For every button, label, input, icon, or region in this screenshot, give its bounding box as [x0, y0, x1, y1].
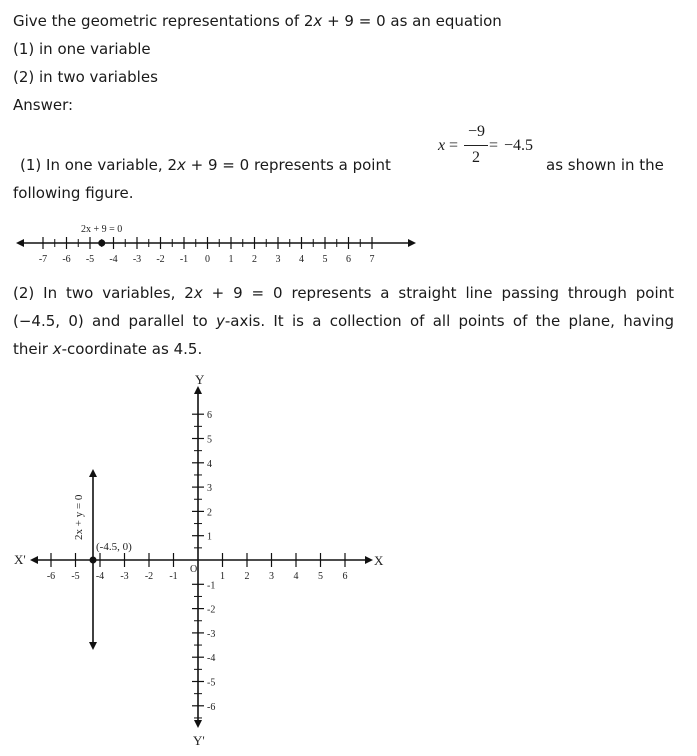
number-line-label: 2x + 9 = 0 — [81, 224, 123, 235]
number-line-tick-label: -4 — [109, 254, 118, 265]
option-one-variable: (1) in one variable — [13, 40, 151, 58]
number-line-tick-label: -6 — [62, 254, 71, 265]
graph-point — [90, 557, 97, 564]
y-axis-tick-label: -1 — [207, 580, 216, 592]
number-line-figure — [0, 218, 697, 268]
part1-text-tail: as shown in the — [546, 156, 664, 174]
x-axis-tick-label: 3 — [269, 571, 274, 582]
x-axis-tick-label: 4 — [293, 571, 299, 582]
number-line-tick-label: -3 — [132, 254, 142, 265]
x-axis-left-arrow — [30, 556, 38, 564]
y-axis-tick-label: -5 — [207, 677, 216, 689]
number-line-tick-label: 1 — [228, 254, 234, 265]
y-axis-tick-label: -6 — [207, 701, 216, 713]
option-two-variables: (2) in two variables — [13, 68, 158, 86]
number-line-tick-label: 2 — [252, 254, 257, 265]
coordinate-graph — [0, 360, 697, 756]
y-axis-tick-label: 5 — [207, 434, 212, 446]
y-axis-tick-label: 6 — [207, 410, 212, 422]
x-axis-tick-label: -1 — [169, 571, 178, 582]
origin-label: O — [190, 564, 198, 575]
number-line-tick-label: 7 — [369, 254, 375, 265]
part2-line2: (−4.5, 0) and parallel to y-axis. It is a collection of all points of the plane, having — [13, 312, 674, 330]
x-axis-tick-label: -6 — [46, 571, 56, 582]
x-axis-tick-label: 6 — [342, 571, 348, 582]
part2-line3: their x-coordinate as 4.5. — [13, 340, 203, 358]
vertical-line-down-arrow — [89, 642, 97, 650]
x-axis-tick-label: -4 — [95, 571, 105, 582]
number-line-tick-label: -2 — [156, 254, 165, 265]
point-label: (-4.5, 0) — [96, 541, 132, 553]
y-axis-tick-label: -4 — [207, 653, 216, 665]
x-neg-axis-label: X' — [14, 552, 26, 567]
number-line-right-arrow — [408, 239, 416, 247]
number-line-left-arrow — [16, 239, 24, 247]
number-line-tick-label: 6 — [346, 254, 351, 265]
part1-text: (1) In one variable, 2x + 9 = 0 represents a point — [20, 156, 391, 174]
number-line-tick-label: 0 — [205, 254, 210, 265]
number-line-tick-label: 4 — [299, 254, 304, 265]
answer-label: Answer: — [13, 96, 74, 114]
y-axis-tick-label: 2 — [207, 507, 212, 519]
number-line-tick-label: -1 — [179, 254, 189, 265]
y-neg-axis-label: Y' — [193, 733, 205, 748]
number-line-point — [98, 240, 105, 247]
y-axis-tick-label: 4 — [207, 458, 212, 470]
question-text: Give the geometric representations of 2x + 9 = 0 as an equation — [13, 12, 502, 30]
part1-text-line2: following figure. — [13, 184, 134, 202]
y-axis-label: Y — [195, 372, 205, 387]
x-axis-right-arrow — [365, 556, 373, 564]
line-label: 2x + y = 0 — [73, 494, 85, 540]
x-axis-tick-label: 2 — [244, 571, 250, 582]
y-axis-up-arrow — [194, 386, 202, 394]
x-axis-tick-label: 5 — [318, 571, 323, 582]
y-axis-down-arrow — [194, 720, 202, 728]
x-axis-label: X — [374, 553, 384, 568]
x-axis-tick-label: 1 — [220, 571, 225, 582]
number-line-tick-label: -5 — [85, 254, 95, 265]
y-axis-tick-label: -2 — [207, 604, 216, 616]
y-axis-tick-label: -3 — [207, 628, 216, 640]
number-line-tick-label: 3 — [275, 254, 281, 265]
vertical-line-up-arrow — [89, 469, 97, 477]
part2-line1: (2) In two variables, 2x + 9 = 0 represents a straight line passing through point — [13, 284, 675, 302]
number-line-tick-label: 5 — [322, 254, 328, 265]
y-axis-tick-label: 1 — [207, 531, 212, 543]
x-axis-tick-label: -3 — [120, 571, 129, 582]
y-axis-tick-label: 3 — [207, 483, 212, 495]
x-axis-tick-label: -2 — [144, 571, 154, 582]
x-axis-tick-label: -5 — [71, 571, 80, 582]
number-line-tick-label: -7 — [38, 254, 48, 265]
